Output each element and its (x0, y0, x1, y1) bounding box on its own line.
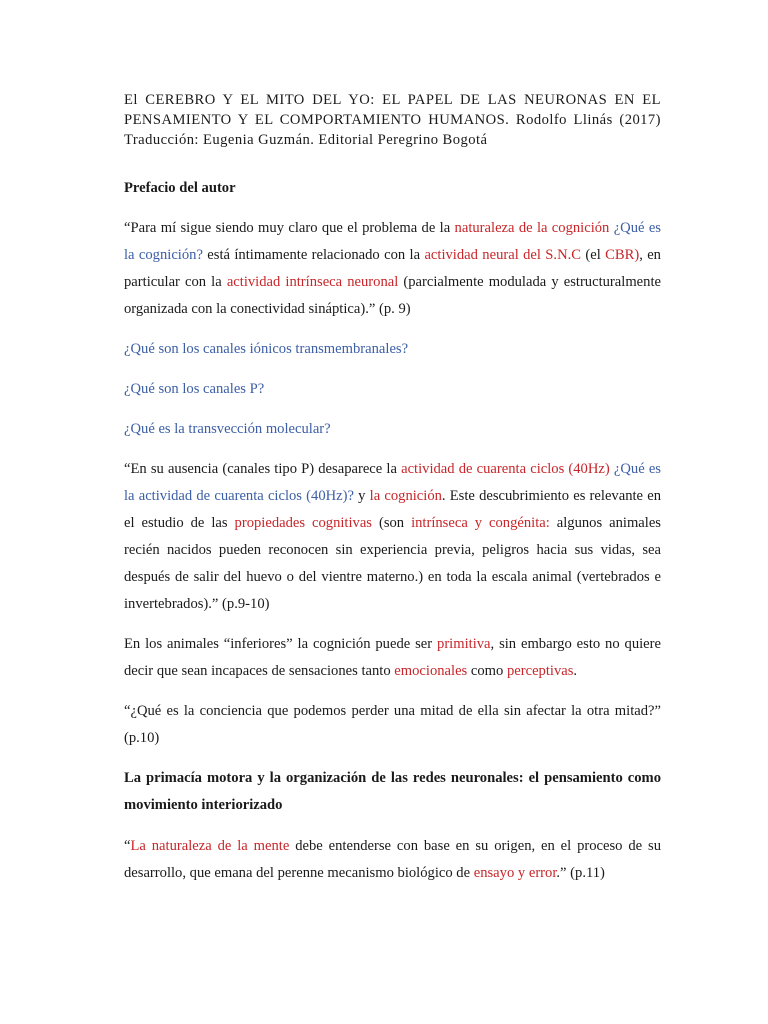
red-highlight: CBR) (605, 247, 640, 263)
text-run: , en particular con la (124, 247, 661, 290)
red-highlight: naturaleza de la cognición (454, 220, 610, 236)
text-run: “En su ausencia (canales tipo P) desaparece la (124, 461, 402, 477)
text-run: como (467, 663, 507, 679)
text-run: “ (124, 838, 131, 854)
blue-highlight: ¿Qué es la actividad de cuarenta ciclos (40Hz)? (124, 461, 661, 504)
red-highlight: perceptivas (506, 663, 574, 679)
blue-highlight: ¿Qué es la cognición? (124, 220, 661, 263)
paragraph-4: “¿Qué es la conciencia que podemos perder una mitad de ella sin afectar la otra mitad?” (p.10) (124, 703, 661, 746)
text-run: y (353, 488, 370, 504)
red-highlight: propiedades cognitivas (234, 515, 372, 531)
section-heading-prefacio: Prefacio del autor (124, 180, 236, 196)
red-highlight: actividad intrínseca neuronal (226, 274, 399, 290)
question-2: ¿Qué son los canales P? (124, 381, 265, 397)
paragraph-3 (124, 631, 661, 685)
red-highlight: la cognición (369, 488, 442, 504)
section-heading-primacia: La primacía motora y la organización de las redes neuronales: el pensamiento como movimiento interiorizado (124, 770, 661, 813)
paragraph-1 (124, 215, 661, 323)
text-run: algunos animales recién nacidos pueden reconocen sin experiencia previa, peligros hacia sus vidas, sea después de salir del huevo o del vientre materno.) en toda la escala animal (vertebrados e invertebrados).” (p.9-10) (124, 515, 661, 612)
red-highlight: intrínseca y congénita: (411, 515, 550, 531)
text-run: , sin embargo esto no quiere decir que sean incapaces de sensaciones tanto (124, 636, 661, 679)
text-run: . Este descubrimiento es relevante en el estudio de las (124, 488, 661, 531)
red-highlight: actividad neural del S.N.C (424, 247, 581, 263)
question-3: ¿Qué es la transvección molecular? (124, 421, 331, 437)
text-run: En los animales “inferiores” la cognición puede ser (124, 636, 438, 652)
red-highlight: actividad de cuarenta ciclos (40Hz) (401, 461, 610, 477)
red-highlight: emocionales (394, 663, 468, 679)
document-title: El CEREBRO Y EL MITO DEL YO: EL PAPEL DE LAS NEURONAS EN EL PENSAMIENTO Y EL COMPORTAMIENTO HUMANOS. Rodolfo Llinás (2017) Traducción: Eugenia Guzmán. Editorial Peregrino Bogotá (124, 92, 661, 148)
text-run: “Para mí sigue siendo muy claro que el problema de la (124, 220, 455, 236)
text-run: está íntimamente relacionado con la (202, 247, 425, 263)
text-run: .” (p.11) (556, 865, 605, 881)
paragraph-5 (124, 833, 661, 887)
text-run: (son (372, 515, 412, 531)
red-highlight: primitiva (437, 636, 491, 652)
text-run: (el (581, 247, 606, 263)
red-highlight: La naturaleza de la mente (130, 838, 290, 854)
red-highlight: ensayo y error (473, 865, 557, 881)
text-run: (parcialmente modulada y estructuralmente organizada con la conectividad sináptica).” (p. 9) (124, 274, 661, 317)
text-run: . (573, 663, 578, 679)
text-run: debe entenderse con base en su origen, en el proceso de su desarrollo, que emana del perenne mecanismo biológico de (124, 838, 661, 881)
question-1: ¿Qué son los canales iónicos transmembranales? (124, 341, 409, 357)
document-body (124, 90, 661, 887)
paragraph-2 (124, 456, 661, 618)
